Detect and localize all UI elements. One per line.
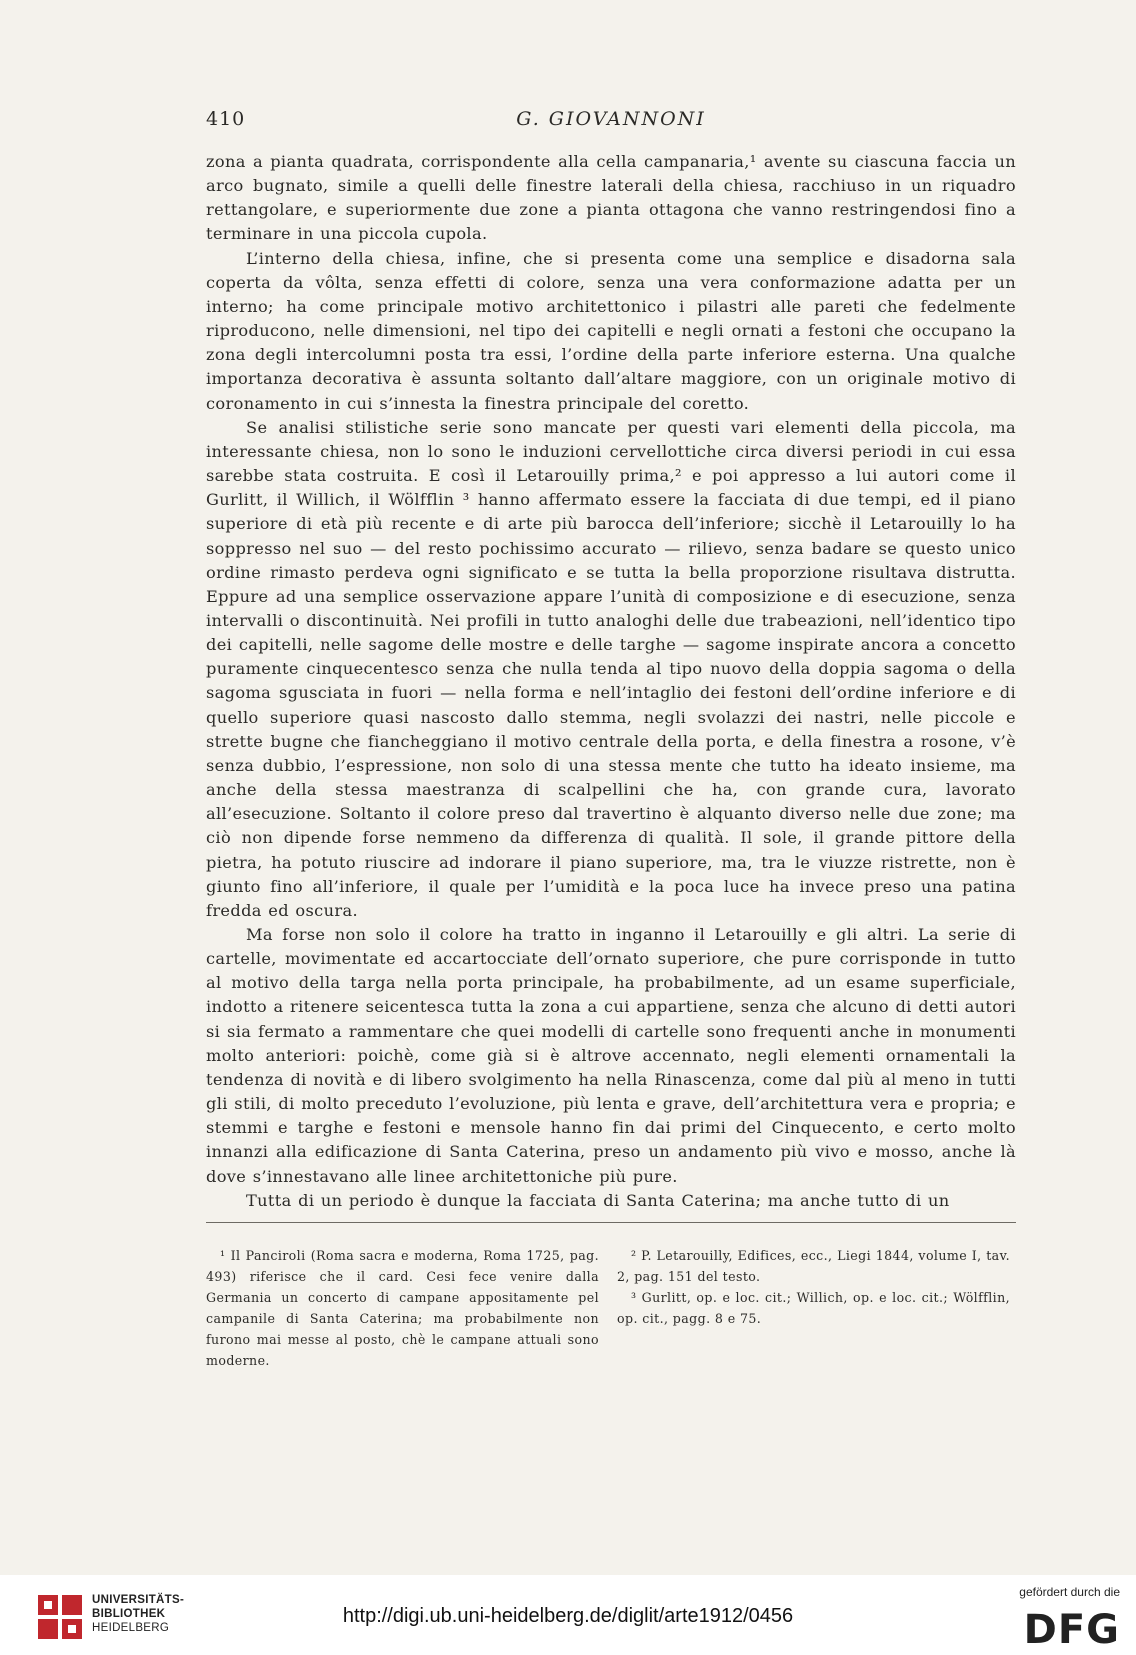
page-number: 410 — [206, 108, 246, 130]
footnote-1: ¹ Il Panciroli (Roma sacra e moderna, Roma 1725, pag. 493) riferisce che il card. Cesi fece venire dalla Germania un concerto di campane appositamente pel campanile di Santa Caterina; ma probabilmente non furono mai messe al posto, chè le campane attuali sono moderne. — [206, 1248, 599, 1368]
library-name-line-2: BIBLIOTHEK — [92, 1608, 166, 1620]
paragraph-5: Tutta di un periodo è dunque la facciata di Santa Caterina; ma anche tutto di un — [246, 1190, 950, 1210]
library-name-line-1: UNIVERSITÄTS- — [92, 1594, 185, 1606]
footnote-2: ² P. Letarouilly, Edifices, ecc., Liegi 1844, volume I, tav. 2, pag. 151 del testo. — [617, 1248, 1010, 1284]
running-head: G. GIOVANNONI — [516, 108, 706, 130]
footnote-divider — [206, 1222, 1016, 1223]
page-header — [206, 108, 1016, 138]
footnote-column-left — [206, 1245, 599, 1371]
footnote-3: ³ Gurlitt, op. e loc. cit.; Willich, op. e loc. cit.; Wölfflin, op. cit., pagg. 8 e 75. — [617, 1290, 1010, 1326]
viewer-footer — [0, 1575, 1136, 1655]
paragraph-3: Se analisi stilistiche serie sono mancate per questi vari elementi della piccola, ma interessante chiesa, non lo sono le induzioni cervellottiche circa diversi periodi in cui essa sarebbe stata costruita. E così il Letarouilly prima,² e poi appresso a lui autori come il Gurlitt, il Willich, il Wölfflin ³ hanno affermato essere la facciata di due tempi, ed il piano superiore di età più recente e di arte più barocca dell’inferiore; sicchè il Letarouilly lo ha soppresso nel suo — del resto pochissimo accurato — rilievo, senza badare se questo unico ordine rimasto perdeva ogni significato e se tutta la bella proporzione risultava distrutta. Eppure ad una semplice osservazione appare l’unità di composizione e di esecuzione, senza intervalli o discontinuità. Nei profili in tutto analoghi delle due trabeazioni, nell’identico tipo dei capitelli, nelle sagome delle mostre e delle targhe — sagome inspirate ancora a concetto puramente cinquecentesco senza che nulla tenda al tipo nuovo della doppia sagoma o della sagoma sgusciata in fuori — nella forma e nell’intaglio dei festoni dell’ordine inferiore e di quello superiore quasi nascosto dallo stemma, negli svolazzi dei nastri, nelle piccole e strette bugne che fiancheggiano il motivo centrale della porta, e della finestra a rosone, v’è senza dubbio, l’espressione, non solo di una stessa mente che tutto ha ideato insieme, ma anche della stessa maestranza di scalpellini che ha, con grande cura, lavorato all’esecuzione. Soltanto il colore preso dal travertino è alquanto diverso nelle due zone; ma ciò non dipende forse nemmeno da differenza di qualità. Il sole, il grande pittore della pietra, ha potuto riuscire ad indorare il piano superiore, ma, tra le viuzze ristrette, non è giunto fino all’inferiore, il quale per l’umidità e la poca luce ha invece preso una patina fredda ed oscura. — [206, 417, 1016, 920]
funded-by-label: gefördert durch die — [1019, 1585, 1120, 1599]
paragraph-2: L’interno della chiesa, infine, che si presenta come una semplice e disadorna sala coperta da vôlta, senza effetti di colore, senza una vera conformazione adatta per un interno; ha come principale motivo architettonico i pilastri alle pareti che fedelmente riproducono, nelle dimensioni, nel tipo dei capitelli e negli ornati a festoni che occupano la zona degli intercolumni posta tra essi, l’ordine della parte inferiore esterna. Una qualche importanza decorativa è assunta soltanto dall’altare maggiore, con un originale motivo di coronamento in cui s’innesta la finestra principale del coretto. — [206, 248, 1016, 413]
dfg-logo: DFG — [1023, 1607, 1120, 1653]
body-text — [206, 150, 1016, 1213]
footnote-column-right — [617, 1245, 1010, 1329]
paragraph-1: zona a pianta quadrata, corrispondente alla cella campanaria,¹ avente su ciascuna faccia un arco bugnato, simile a quelli delle finestre laterali della chiesa, racchiuso in un riquadro rettangolare, e superiormente due zone a pianta ottagona che vanno restringendosi fino a terminare in una piccola cupola. — [206, 152, 1016, 244]
paragraph-4: Ma forse non solo il colore ha tratto in inganno il Letarouilly e gli altri. La serie di cartelle, movimentate ed accartocciate dell’ornato superiore, che pure corrisponde in tutto al motivo della targa nella porta principale, ha probabilmente, ad un esame superficiale, indotto a ritenere seicentesca tutta la zona a cui appartiene, senza che alcuno di detti autori si sia fermato a rammentare che quei modelli di cartelle sono frequenti anche in monumenti molto anteriori: poichè, come già si è altrove accennato, negli elementi ornamentali la tendenza di novità e di libero svolgimento ha nella Rinascenza, come dal più al meno in tutti gli stili, di molto preceduto l’evoluzione, più lenta e grave, dell’architettura vera e propria; e stemmi e targhe e festoni e mensole hanno fin dai primi del Cinquecento, e certo molto innanzi alla edificazione di Santa Caterina, preso un andamento più vivo e mosso, anche là dove s’innestavano alle linee architettoniche più pure. — [206, 925, 1016, 1186]
permalink-url[interactable]: http://digi.ub.uni-heidelberg.de/diglit/arte1912/0456 — [342, 1605, 794, 1627]
library-name-line-3: HEIDELBERG — [92, 1622, 170, 1634]
